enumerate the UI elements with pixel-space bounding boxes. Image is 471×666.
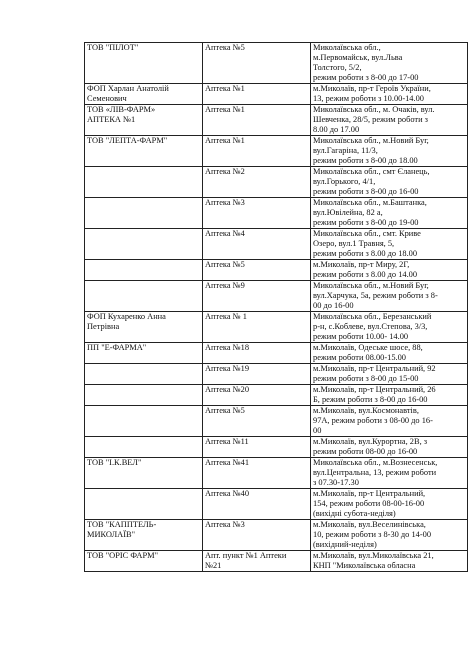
pharmacy-table — [84, 42, 468, 572]
address-cell: м.Миколаїв, пр-т Центральний, 26 Б, режим роботи з 8-00 до 16-00 — [311, 385, 468, 406]
company-cell — [85, 198, 203, 229]
company-cell — [85, 489, 203, 520]
company-cell — [85, 437, 203, 458]
address-cell: м.Миколаїв, пр-т Центральний, 154, режим роботи 08-00-16-00 (вихідні субота-неділя) — [311, 489, 468, 520]
company-cell — [85, 167, 203, 198]
pharmacy-cell: Аптека №5 — [203, 260, 311, 281]
table-row — [85, 281, 468, 312]
table-row — [85, 343, 468, 364]
table-row — [85, 260, 468, 281]
pharmacy-cell: Аптека №3 — [203, 520, 311, 551]
address-cell: м.Миколаїв, вул.Космонавтів, 97А, режим роботи з 08-00 до 16- 00 — [311, 406, 468, 437]
pharmacy-cell: Аптека №3 — [203, 198, 311, 229]
pharmacy-cell: Аптека №1 — [203, 84, 311, 105]
pharmacy-cell: Аптека № 1 — [203, 312, 311, 343]
pharmacy-cell: Аптека №40 — [203, 489, 311, 520]
address-cell: Миколаївська обл., м.Новий Буг, вул.Харчука, 5а, режим роботи з 8- 00 до 16-00 — [311, 281, 468, 312]
table-row — [85, 84, 468, 105]
pharmacy-cell: Аптека №20 — [203, 385, 311, 406]
pharmacy-cell: Аптека №5 — [203, 406, 311, 437]
company-cell: ПП "Е-ФАРМА" — [85, 343, 203, 364]
pharmacy-cell: Аптека №9 — [203, 281, 311, 312]
address-cell: Миколаївська обл., м.Вознесенськ, вул.Центральна, 13, режим роботи з 07.30-17.30 — [311, 458, 468, 489]
table-row — [85, 136, 468, 167]
address-cell: Миколаївська обл., смт. Криве Озеро, вул.1 Травня, 5, режим роботи з 8.00 до 18.00 — [311, 229, 468, 260]
pharmacy-cell: Аптека №1 — [203, 136, 311, 167]
table-row — [85, 551, 468, 572]
company-cell: ТОВ "І.К.ВЕЛ" — [85, 458, 203, 489]
table-row — [85, 489, 468, 520]
table-row — [85, 520, 468, 551]
company-cell — [85, 364, 203, 385]
table-row — [85, 364, 468, 385]
address-cell: м.Миколаїв, пр-т Центральний, 92 режим роботи з 8-00 до 15-00 — [311, 364, 468, 385]
company-cell: ФОП Кухаренко Анна Петрівна — [85, 312, 203, 343]
company-cell — [85, 229, 203, 260]
company-cell: ТОВ "КАППТЕЛЬ- МИКОЛАЇВ" — [85, 520, 203, 551]
pharmacy-cell: Аптека №41 — [203, 458, 311, 489]
pharmacy-cell: Аптека №4 — [203, 229, 311, 260]
table-row — [85, 312, 468, 343]
table-row — [85, 167, 468, 198]
address-cell: м.Миколаїв, вул.Веселинівська, 10, режим роботи з 8-30 до 14-00 (вихідний-неділя) — [311, 520, 468, 551]
address-cell: м.Миколаїв, пр-т Героїв України, 13, режим роботи з 10.00-14.00 — [311, 84, 468, 105]
table-row — [85, 43, 468, 84]
pharmacy-cell: Аптека №1 — [203, 105, 311, 136]
company-cell: ТОВ "ОРІС ФАРМ" — [85, 551, 203, 572]
address-cell: м.Миколаїв, пр-т Миру, 2Г, режим роботи з 8.00 до 14.00 — [311, 260, 468, 281]
table-row — [85, 229, 468, 260]
address-cell: Миколаївська обл., м.Первомайськ, вул.Льва Толстого, 5/2, режим роботи з 8-00 до 17-00 — [311, 43, 468, 84]
company-cell: ТОВ "ЛЕПТА-ФАРМ" — [85, 136, 203, 167]
table-row — [85, 437, 468, 458]
table-row — [85, 198, 468, 229]
pharmacy-cell: Аптека №18 — [203, 343, 311, 364]
company-cell — [85, 406, 203, 437]
table-row — [85, 385, 468, 406]
company-cell: ФОП Харлан Анатолій Семенович — [85, 84, 203, 105]
address-cell: Миколаївська обл., м. Очаків, вул. Шевченка, 28/5, режим роботи з 8.00 до 17.00 — [311, 105, 468, 136]
address-cell: Миколаївська обл., смт Єланець, вул.Горького, 4/1, режим роботи з 8-00 до 16-00 — [311, 167, 468, 198]
company-cell — [85, 281, 203, 312]
pharmacy-cell: Апт. пункт №1 Аптеки №21 — [203, 551, 311, 572]
company-cell: ТОВ "ПІЛОТ" — [85, 43, 203, 84]
address-cell: м.Миколаїв, вул.Миколаївська 21, КНП "Миколаївська обласна — [311, 551, 468, 572]
address-cell: Миколаївська обл., Березанський р-н, с.Коблеве, вул.Степова, 3/3, режим роботи 10.00- 14.00 — [311, 312, 468, 343]
pharmacy-cell: Аптека №2 — [203, 167, 311, 198]
address-cell: Миколаївська обл., м.Баштанка, вул.Ювілейна, 82 а, режим роботи з 8-00 до 19-00 — [311, 198, 468, 229]
table-row — [85, 458, 468, 489]
company-cell — [85, 260, 203, 281]
company-cell: ТОВ «ЛІВ-ФАРМ» АПТЕКА №1 — [85, 105, 203, 136]
table-row — [85, 105, 468, 136]
pharmacy-cell: Аптека №19 — [203, 364, 311, 385]
table-row — [85, 406, 468, 437]
company-cell — [85, 385, 203, 406]
address-cell: м.Миколаїв, вул.Курортна, 2В, з режим роботи 08-00 до 16-00 — [311, 437, 468, 458]
address-cell: м.Миколаїв, Одеське шосе, 88, режим роботи 08.00-15.00 — [311, 343, 468, 364]
pharmacy-cell: Аптека №11 — [203, 437, 311, 458]
address-cell: Миколаївська обл., м.Новий Буг, вул.Гагаріна, 11/3, режим роботи з 8-00 до 18.00 — [311, 136, 468, 167]
pharmacy-cell: Аптека №5 — [203, 43, 311, 84]
